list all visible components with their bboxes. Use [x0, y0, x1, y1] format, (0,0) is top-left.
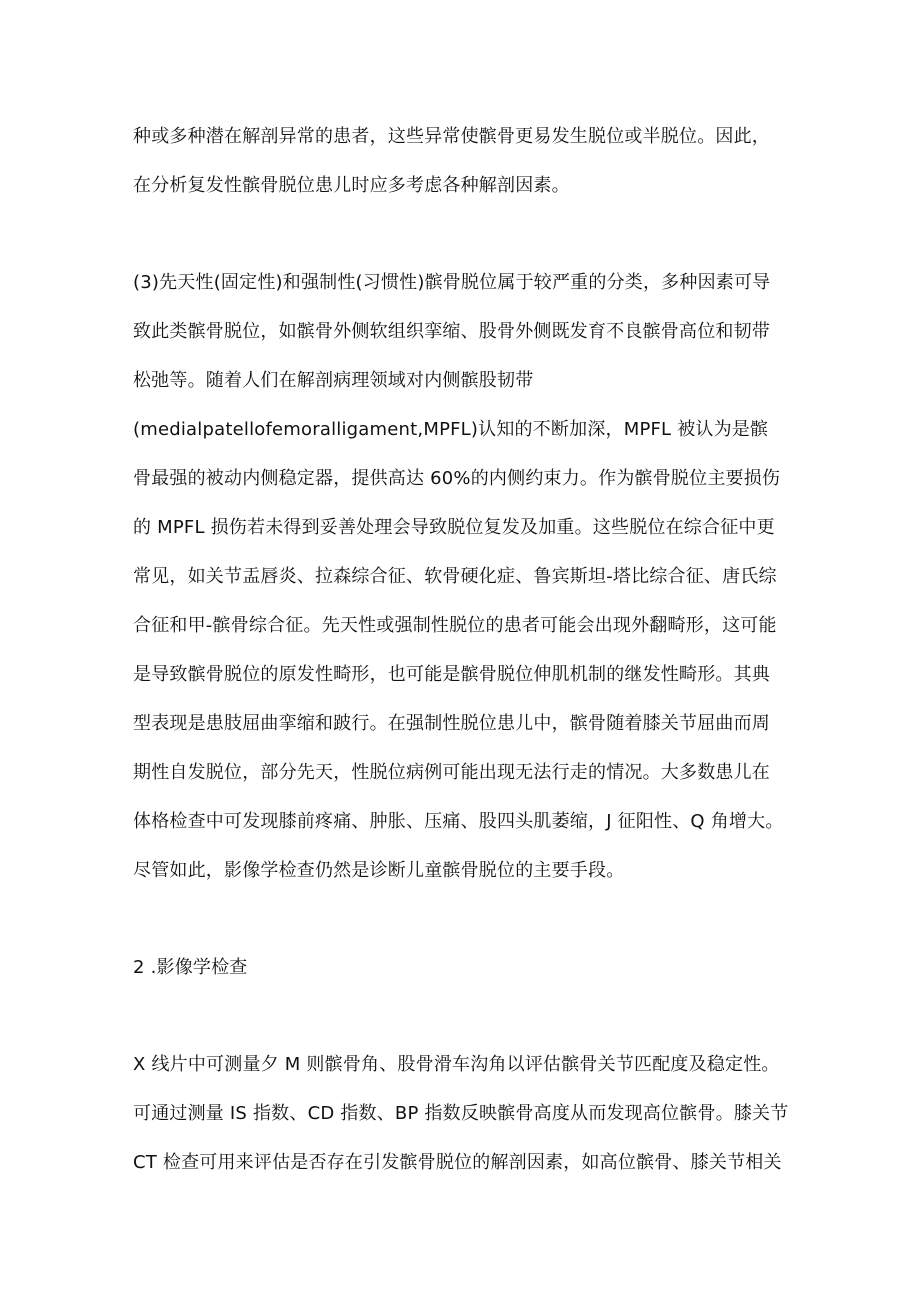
- paragraph-2-line-13: 尽管如此，影像学检查仍然是诊断儿童髌骨脱位的主要手段。: [133, 860, 625, 881]
- paragraph-2-line-8: 合征和甲-髌骨综合征。先天性或强制性脱位的患者可能会出现外翻畸形，这可能: [133, 615, 777, 636]
- paragraph-2-line-1: (3)先天性(固定性)和强制性(习惯性)髌骨脱位属于较严重的分类，多种因素可导: [133, 272, 771, 293]
- paragraph-3-line-2: 可通过测量 IS 指数、CD 指数、BP 指数反映髌骨高度从而发现高位髌骨。膝关节: [133, 1103, 789, 1124]
- paragraph-2-line-10: 型表现是患肢屈曲挛缩和跛行。在强制性脱位患儿中，髌骨随着膝关节屈曲而周: [133, 713, 770, 734]
- paragraph-3-line-1: X 线片中可测量夕 M 则髌骨角、股骨滑车沟角以评估髌骨关节匹配度及稳定性。: [133, 1054, 780, 1075]
- paragraph-2-line-3: 松弛等。随着人们在解剖病理领域对内侧髌股韧带: [133, 370, 534, 391]
- paragraph-2-line-2: 致此类髌骨脱位，如髌骨外侧软组织挛缩、股骨外侧既发育不良髌骨高位和韧带: [133, 321, 770, 342]
- paragraph-2-line-5: 骨最强的被动内侧稳定器，提供高达 60%的内侧约束力。作为髌骨脱位主要损伤: [133, 468, 781, 489]
- paragraph-2-line-7: 常见，如关节盂唇炎、拉森综合征、软骨硬化症、鲁宾斯坦-塔比综合征、唐氏综: [133, 566, 777, 587]
- paragraph-2-line-11: 期性自发脱位，部分先天，性脱位病例可能出现无法行走的情况。大多数患儿在: [133, 762, 770, 783]
- paragraph-2-line-9: 是导致髌骨脱位的原发性畸形，也可能是髌骨脱位伸肌机制的继发性畸形。其典: [133, 664, 770, 685]
- paragraph-2-line-12: 体格检查中可发现膝前疼痛、肿胀、压痛、股四头肌萎缩，J 征阳性、Q 角增大。: [133, 811, 784, 832]
- paragraph-2-line-6: 的 MPFL 损伤若未得到妥善处理会导致脱位复发及加重。这些脱位在综合征中更: [133, 517, 775, 538]
- paragraph-2-line-4: (medialpatellofemoralligament,MPFL)认知的不断加深，MPFL 被认为是髌: [133, 419, 769, 440]
- paragraph-1-line-2: 在分析复发性髌骨脱位患儿时应多考虑各种解剖因素。: [133, 175, 570, 196]
- paragraph-1-line-1: 种或多种潜在解剖异常的患者，这些异常使髌骨更易发生脱位或半脱位。因此，: [133, 126, 770, 147]
- paragraph-3-line-3: CT 检查可用来评估是否存在引发髌骨脱位的解剖因素，如高位髌骨、膝关节相关: [133, 1152, 782, 1173]
- section-heading: 2 .影像学检查: [133, 957, 248, 978]
